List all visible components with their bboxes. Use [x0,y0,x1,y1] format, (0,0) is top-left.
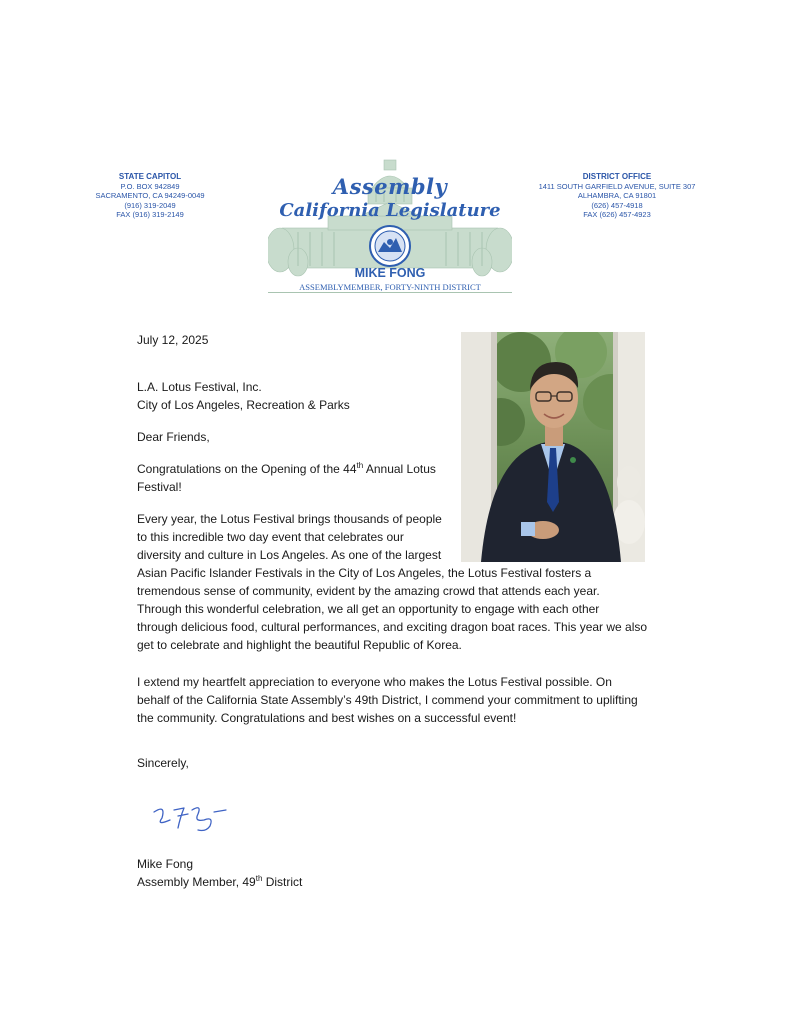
text-segment: Annual Lotus [363,462,436,476]
paragraph-line: the community. Congratulations and best wishes on a successful event! [137,711,517,725]
state-capitol-title: STATE CAPITOL [118,172,182,181]
signer-name: Mike Fong [137,857,194,871]
paragraph-line: Every year, the Lotus Festival brings thousands of people [137,512,442,526]
paragraph-line: tremendous sense of community, evident by the amazing crowd that attends each year. [137,584,600,598]
paragraph-festival-narrow [137,510,457,564]
paragraph-line: Asian Pacific Islander Festivals in the City of Los Angeles, the Lotus Festival fosters a [137,566,592,580]
paragraph-line: to this incredible two day event that celebrates our [137,530,404,544]
handwritten-signature [140,790,240,840]
paragraph-line: diversity and culture in Los Angeles. As one of the largest [137,548,442,562]
district-office-line: (626) 457-4918 [591,200,643,210]
paragraph-line: Festival! [137,480,182,494]
paragraph-line: Through this wonderful celebration, we all get an opportunity to engage with each other [137,602,600,616]
paragraph-line: through delicious food, cultural performances, and exciting dragon boat races. This year we also [137,620,648,634]
state-capitol-line: FAX (916) 319-2149 [116,210,184,220]
state-seal-icon [370,226,410,266]
district-office-line: ALHAMBRA, CA 91801 [577,191,657,201]
state-capitol-line: (916) 319-2049 [124,200,176,210]
paragraph-line: I extend my heartfelt appreciation to everyone who makes the Lotus Festival possible. On [137,675,612,689]
member-name-heading: MIKE FONG [354,266,426,280]
paragraph-congratulations [137,460,457,496]
district-office-line: FAX (626) 457-4923 [583,210,651,220]
letterhead-state-capitol [50,172,250,220]
district-office-title: DISTRICT OFFICE [582,172,652,181]
recipient-block [137,378,350,414]
ordinal-suffix: th [255,874,263,883]
signer-block [137,855,302,891]
paragraph-line [137,460,457,478]
portrait-photo [461,332,645,562]
salutation: Dear Friends, [137,430,210,444]
recipient-line: City of Los Angeles, Recreation & Parks [137,398,350,412]
letter-date: July 12, 2025 [137,333,209,347]
text-segment: Assembly Member, 49 [137,875,256,889]
member-district-subtitle: ASSEMBLYMEMBER, FORTY-NINTH DISTRICT [299,282,481,292]
signer-title [137,873,302,891]
closing: Sincerely, [137,756,189,770]
assembly-crest [268,158,512,298]
letterhead-district-office [517,172,717,220]
state-capitol-line: P.O. BOX 942849 [120,181,180,191]
paragraph-line: behalf of the California State Assembly’s 49th District, I commend your commitment to uplifting [137,693,638,707]
ordinal-suffix: th [356,461,364,470]
state-capitol-line: SACRAMENTO, CA 94249-0049 [95,191,205,201]
legislature-wordmark: California Legislature [279,200,501,221]
text-segment: District [262,875,303,889]
paragraph-appreciation [137,673,667,727]
district-office-line: 1411 SOUTH GARFIELD AVENUE, SUITE 307 [538,181,696,191]
paragraph-line: get to celebrate and highlight the beautiful Republic of Korea. [137,638,462,652]
paragraph-festival-wide [137,564,667,654]
text-segment: Congratulations on the Opening of the 44 [137,462,357,476]
assembly-wordmark: Assembly [332,174,448,199]
recipient-line: L.A. Lotus Festival, Inc. [137,380,262,394]
